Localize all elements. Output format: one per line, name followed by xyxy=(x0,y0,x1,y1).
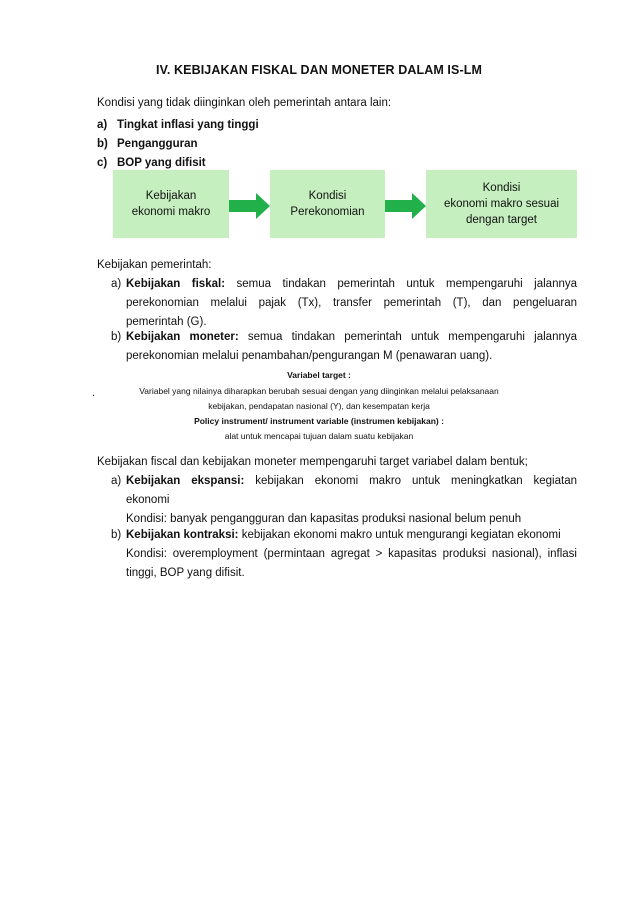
policy-instrument-text: alat untuk mencapai tujuan dalam suatu kebijakan xyxy=(224,431,414,441)
list-marker: a) xyxy=(97,119,108,131)
expansion-line-2: ekonomi xyxy=(126,494,170,506)
stray-dot: . xyxy=(92,387,96,399)
list-marker: b) xyxy=(111,529,122,541)
effect-expansion xyxy=(111,472,577,529)
policy-instrument-label: Policy instrument/ instrument variable (instrumen kebijakan) : xyxy=(194,416,444,426)
policy-fiscal xyxy=(111,275,577,332)
intro-text: Kondisi yang tidak diinginkan oleh pemerintah antara lain: xyxy=(97,97,392,109)
fiscal-label: Kebijakan fiskal: xyxy=(126,278,226,290)
effects-heading: Kebijakan fiscal dan kebijakan moneter mempengaruhi target variabel dalam bentuk; xyxy=(97,456,528,468)
conditions-list xyxy=(97,116,259,173)
monetary-line-1: Kebijakan moneter: semua tindakan pemerintah untuk mempengaruhi jalannya xyxy=(126,331,578,343)
list-item xyxy=(97,135,259,154)
monetary-line-2: perekonomian melalui penambahan/pengurangan M (penawaran uang). xyxy=(126,350,493,362)
contraction-line-1: Kebijakan kontraksi: kebijakan ekonomi makro untuk mengurangi kegiatan ekonomi xyxy=(126,529,561,541)
list-item xyxy=(97,116,259,135)
flow-box-line: Kebijakan xyxy=(145,190,197,202)
target-variable-label: Variabel target : xyxy=(287,370,351,380)
flow-box-line: Perekonomian xyxy=(290,206,365,218)
list-item-text: Tingkat inflasi yang tinggi xyxy=(117,119,259,131)
expansion-condition: Kondisi: banyak pengangguran dan kapasitas produksi nasional belum penuh xyxy=(126,513,522,525)
monetary-label: Kebijakan moneter: xyxy=(126,331,239,343)
flow-box-condition xyxy=(270,170,385,238)
target-variable-line-1: Variabel yang nilainya diharapkan berubah sesuai dengan yang diinginkan melalui pelaksanaan xyxy=(139,386,499,396)
right-arrow-icon xyxy=(385,191,427,221)
contraction-condition-2: tinggi, BOP yang difisit. xyxy=(126,567,245,579)
target-variable-line-2: kebijakan, pendapatan nasional (Y), dan kesempatan kerja xyxy=(208,401,430,411)
list-marker: b) xyxy=(111,331,122,343)
list-marker: a) xyxy=(111,278,122,290)
list-marker: b) xyxy=(97,138,108,150)
contraction-label: Kebijakan kontraksi: xyxy=(126,529,239,541)
flow-box-line: ekonomi makro xyxy=(131,206,211,218)
policy-monetary xyxy=(111,328,577,368)
right-arrow-icon xyxy=(229,191,271,221)
contraction-condition-1: Kondisi: overemployment (permintaan agregat > kapasitas produksi nasional), inflasi xyxy=(126,548,577,560)
expansion-line-1: Kebijakan ekspansi: kebijakan ekonomi makro untuk meningkatkan kegiatan xyxy=(126,475,577,487)
fiscal-line-2: perekonomian melalui pajak (Tx), transfer pemerintah (T), dan pengeluaran xyxy=(126,297,577,309)
expansion-label: Kebijakan ekspansi: xyxy=(126,475,245,487)
effect-contraction xyxy=(111,526,577,583)
fiscal-line-1: Kebijakan fiskal: semua tindakan pemerintah untuk mempengaruhi jalannya xyxy=(126,278,578,290)
flow-box-target xyxy=(426,170,577,238)
flow-box-line: dengan target xyxy=(466,214,537,226)
list-item-text: Pengangguran xyxy=(117,138,198,150)
fiscal-line-3: pemerintah (G). xyxy=(126,316,207,328)
list-item-text: BOP yang difisit xyxy=(117,157,206,169)
flow-box-line: Kondisi xyxy=(482,182,521,194)
policy-heading: Kebijakan pemerintah: xyxy=(97,259,212,271)
page-title: IV. KEBIJAKAN FISKAL DAN MONETER DALAM IS-LM xyxy=(156,63,482,77)
flow-box-line: ekonomi makro sesuai xyxy=(443,198,560,210)
list-marker: a) xyxy=(111,475,122,487)
flow-box-policy xyxy=(113,170,229,238)
list-marker: c) xyxy=(97,157,108,169)
flow-box-line: Kondisi xyxy=(308,190,347,202)
